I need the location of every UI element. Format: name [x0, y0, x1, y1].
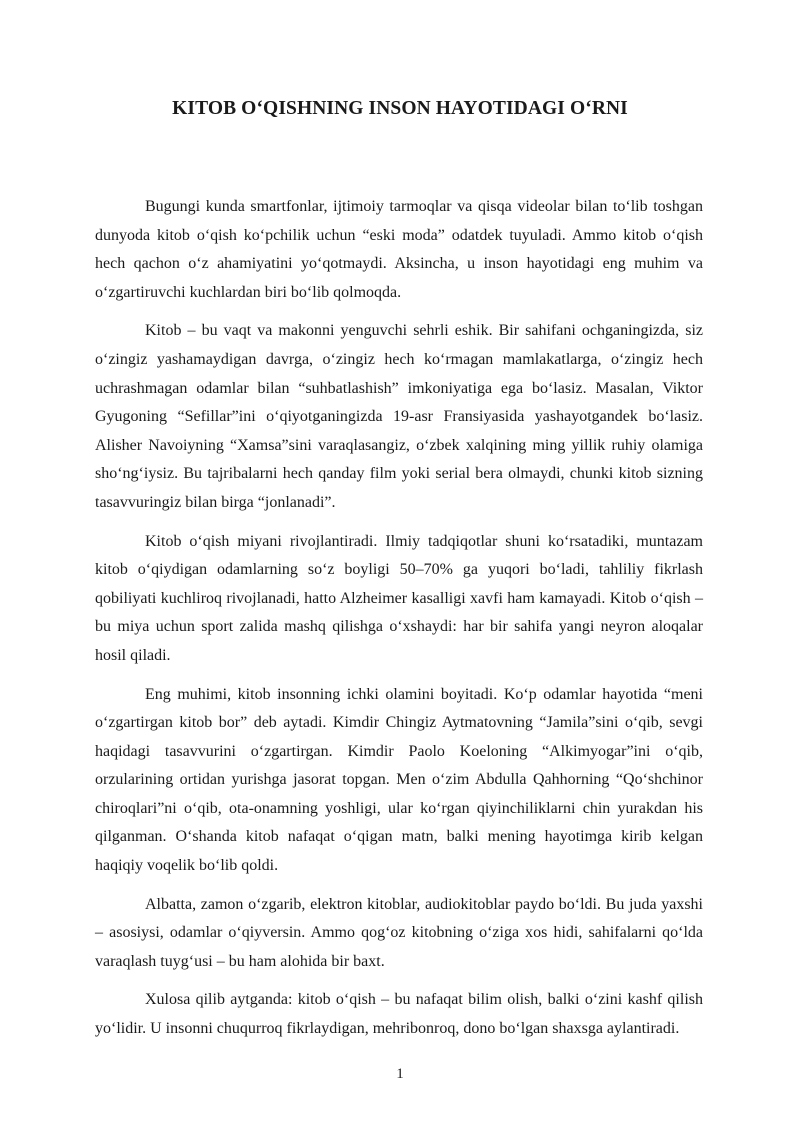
paragraph-modern-books: Albatta, zamon o‘zgarib, elektron kitoblar, audiokitoblar paydo bo‘ldi. Bu juda yaxshi – asosiysi, odamlar o‘qiyversin. Ammo qog‘oz kitobning o‘ziga xos hidi, sahifalarni qo‘lda varaqlash tuyg‘usi – bu ham alohida bir baxt.: [95, 895, 703, 970]
paragraph-magic-door: Kitob – bu vaqt va makonni yenguvchi sehrli eshik. Bir sahifani ochganingizda, siz o‘zingiz yashamaydigan davrga, o‘zingiz hech ko‘rmagan mamlakatlarga, o‘zingiz hech uchrashmagan odamlar bilan “suhbatlashish” imkoniyatiga ega bo‘lasiz. Masalan, Viktor Gyugoning “Sefillar”ini o‘qiyotganingizda 19-asr Fransiyasida yashayotgandek bo‘lasiz. Alisher Navoiyning “Xamsa”sini varaqlasangiz, o‘zbek xalqining ming yillik ruhiy olamiga sho‘ng‘iysiz. Bu tajribalarni hech qanday film yoki serial bera olmaydi, chunki kitob sizning tasavvuringiz bilan birga “jonlanadi”.: [95, 322, 703, 511]
paragraph-conclusion: Xulosa qilib aytganda: kitob o‘qish – bu nafaqat bilim olish, balki o‘zini kashf qilish yo‘lidir. U insonni chuqurroq fikrlaydigan, mehribonroq, dono bo‘lgan shaxsga aylantiradi.: [95, 991, 703, 1038]
paragraph-brain-development: Kitob o‘qish miyani rivojlantiradi. Ilmiy tadqiqotlar shuni ko‘rsatadiki, muntazam kitob o‘qiydigan odamlarning so‘z boyligi 50–70% ga yuqori bo‘ladi, tahliliy fikrlash qobiliyati kuchliroq rivojlanadi, hatto Alzheimer kasalligi xavfi ham kamayadi. Kitob o‘qish – bu miya uchun sport zalida mashq qilishga o‘xshaydi: har bir sahifa yangi neyron aloqalar hosil qiladi.: [95, 532, 703, 664]
paragraph-inner-world: Eng muhimi, kitob insonning ichki olamini boyitadi. Ko‘p odamlar hayotida “meni o‘zgartirgan kitob bor” deb aytadi. Kimdir Chingiz Aytmatovning “Jamila”sini o‘qib, sevgi haqidagi tasavvurini o‘zgartirgan. Kimdir Paolo Koeloning “Alkimyogar”ini o‘qib, orzularining ortidan yurishga jasorat topgan. Men o‘zim Abdulla Qahhorning “Qo‘shchinor chiroqlari”ni o‘qib, ota-onamning yoshligi, ular ko‘rgan qiyinchiliklarni chin yurakdan his qilganman. O‘shanda kitob nafaqat o‘qigan matn, balki mening hayotimga kirib kelgan haqiqiy voqelik bo‘lib qoldi.: [95, 685, 703, 875]
document-body: [95, 193, 703, 1054]
document-title: KITOB O‘QISHNING INSON HAYOTIDAGI O‘RNI: [172, 98, 628, 119]
paragraph-intro: Bugungi kunda smartfonlar, ijtimoiy tarmoqlar va qisqa videolar bilan to‘lib toshgan dunyoda kitob o‘qish ko‘pchilik uchun “eski moda” odatdek tuyuladi. Ammo kitob o‘qish hech qachon o‘z ahamiyatini yo‘qotmaydi. Aksincha, u inson hayotidagi eng muhim va o‘zgartiruvchi kuchlardan biri bo‘lib qolmoqda.: [95, 198, 703, 301]
page-number: 1: [396, 1066, 404, 1082]
